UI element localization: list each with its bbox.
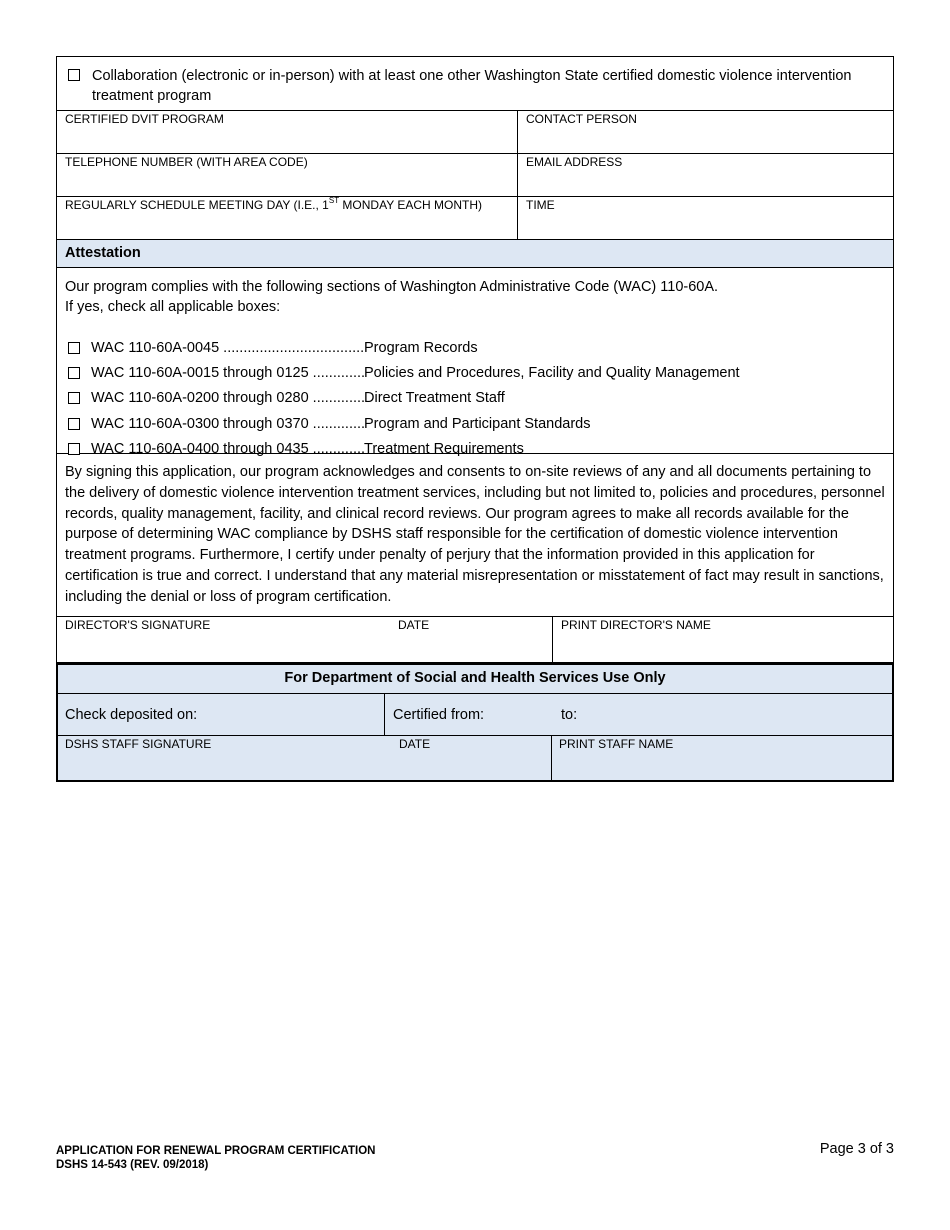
attestation-header: Attestation [56,240,894,268]
attestation-intro [65,277,718,317]
contact-person-label: CONTACT PERSON [526,112,637,126]
wac-description: Program and Participant Standards [364,415,591,432]
collaboration-label: Collaboration (electronic or in-person) with at least one other Washington State certified domestic violence intervention treatment program [92,68,852,104]
time-field[interactable] [518,197,893,239]
wac-checklist [68,335,740,461]
meeting-day-label-start: REGULARLY SCHEDULE MEETING DAY (I.E., 1 [65,198,329,212]
meeting-row [56,197,894,240]
wac-code: WAC 110-60A-0015 through 0125 ..... [91,365,364,381]
meeting-day-label-end: MONDAY EACH MONTH) [339,198,482,212]
consent-statement: By signing this application, our program acknowledges and consents to on-site reviews of any and all documents pertaining to the delivery of domestic violence intervention treatment services, including but not limited to, policies and procedures, personnel records, quality management, facility, and clinical record reviews. Our program agrees to make all records available for the purpose of determining WAC compliance by DSHS staff responsible for the certification of domestic violence intervention treatment programs. Furthermore, I certify under penalty of perjury that the information provided in this application for certification is true and correct. I understand that any material misrepresentation or misstatement of fact may result in sanctions, including the denial or loss of program certification. [56,454,894,617]
staff-date-label: DATE [399,737,431,751]
wac-checkbox[interactable] [68,418,80,430]
telephone-field[interactable] [57,154,518,196]
wac-checkbox[interactable] [68,392,80,404]
wac-code: WAC 110-60A-0300 through 0370 ..... [91,416,364,432]
certified-program-field[interactable] [57,111,518,153]
attestation-intro-line1: Our program complies with the following sections of Washington Administrative Code (WAC) 110-60A. [65,279,719,295]
contact-person-field[interactable] [518,111,893,153]
certified-to-label: to: [561,707,578,723]
certified-period-field[interactable] [385,694,892,735]
staff-name-label: PRINT STAFF NAME [559,737,674,751]
form-number: DSHS 14-543 (REV. 09/2018) [56,1159,209,1171]
email-label: EMAIL ADDRESS [526,155,623,169]
attestation-intro-line2: If yes, check all applicable boxes: [65,299,281,315]
wac-description: Direct Treatment Staff [364,390,505,407]
dshs-signature-row [58,736,892,780]
program-contact-row [56,111,894,154]
wac-item [68,335,740,360]
director-date-label: DATE [398,618,430,632]
certified-from-label: Certified from: [393,707,485,723]
telephone-label: TELEPHONE NUMBER (WITH AREA CODE) [65,155,308,169]
director-signature-label: DIRECTOR'S SIGNATURE [65,618,211,632]
wac-item [68,360,740,385]
dshs-use-only-box [56,663,894,782]
dshs-dates-row [58,694,892,736]
wac-checkbox[interactable] [68,342,80,354]
wac-code: WAC 110-60A-0200 through 0280 ..... [91,390,364,406]
staff-signature-field[interactable] [58,736,392,780]
staff-date-field[interactable] [392,736,552,780]
wac-code: WAC 110-60A-0045 ..... [91,340,364,356]
meeting-day-label [65,198,482,212]
wac-code: WAC 110-60A-0400 through 0435 ..... [91,441,364,457]
email-field[interactable] [518,154,893,196]
director-name-field[interactable] [553,617,893,662]
meeting-day-field[interactable] [57,197,518,239]
form-footer [56,1144,375,1172]
renewal-form [56,56,894,782]
wac-description: Treatment Requirements [364,440,524,457]
director-date-field[interactable] [390,617,553,662]
page-number: Page 3 of 3 [819,1141,894,1157]
attestation-section [56,268,894,457]
director-signature-field[interactable] [57,617,390,662]
meeting-day-superscript: ST [328,196,340,205]
time-label: TIME [526,198,555,212]
director-signature-row [56,617,894,663]
wac-description: Policies and Procedures, Facility and Quality Management [364,364,740,381]
collaboration-row [56,56,894,111]
staff-signature-label: DSHS STAFF SIGNATURE [65,737,212,751]
check-deposited-field[interactable] [58,694,385,735]
wac-checkbox[interactable] [68,367,80,379]
certified-program-label: CERTIFIED DVIT PROGRAM [65,112,224,126]
wac-item [68,386,740,411]
wac-item [68,436,740,461]
wac-checkbox[interactable] [68,443,80,455]
wac-description: Program Records [364,339,478,356]
phone-email-row [56,154,894,197]
wac-item [68,411,740,436]
check-deposited-label: Check deposited on: [65,707,198,723]
collaboration-checkbox[interactable] [68,69,80,81]
director-name-label: PRINT DIRECTOR'S NAME [561,618,711,632]
staff-name-field[interactable] [552,736,892,780]
dshs-title: For Department of Social and Health Services Use Only [58,665,892,694]
form-title: APPLICATION FOR RENEWAL PROGRAM CERTIFICATION [56,1145,376,1157]
